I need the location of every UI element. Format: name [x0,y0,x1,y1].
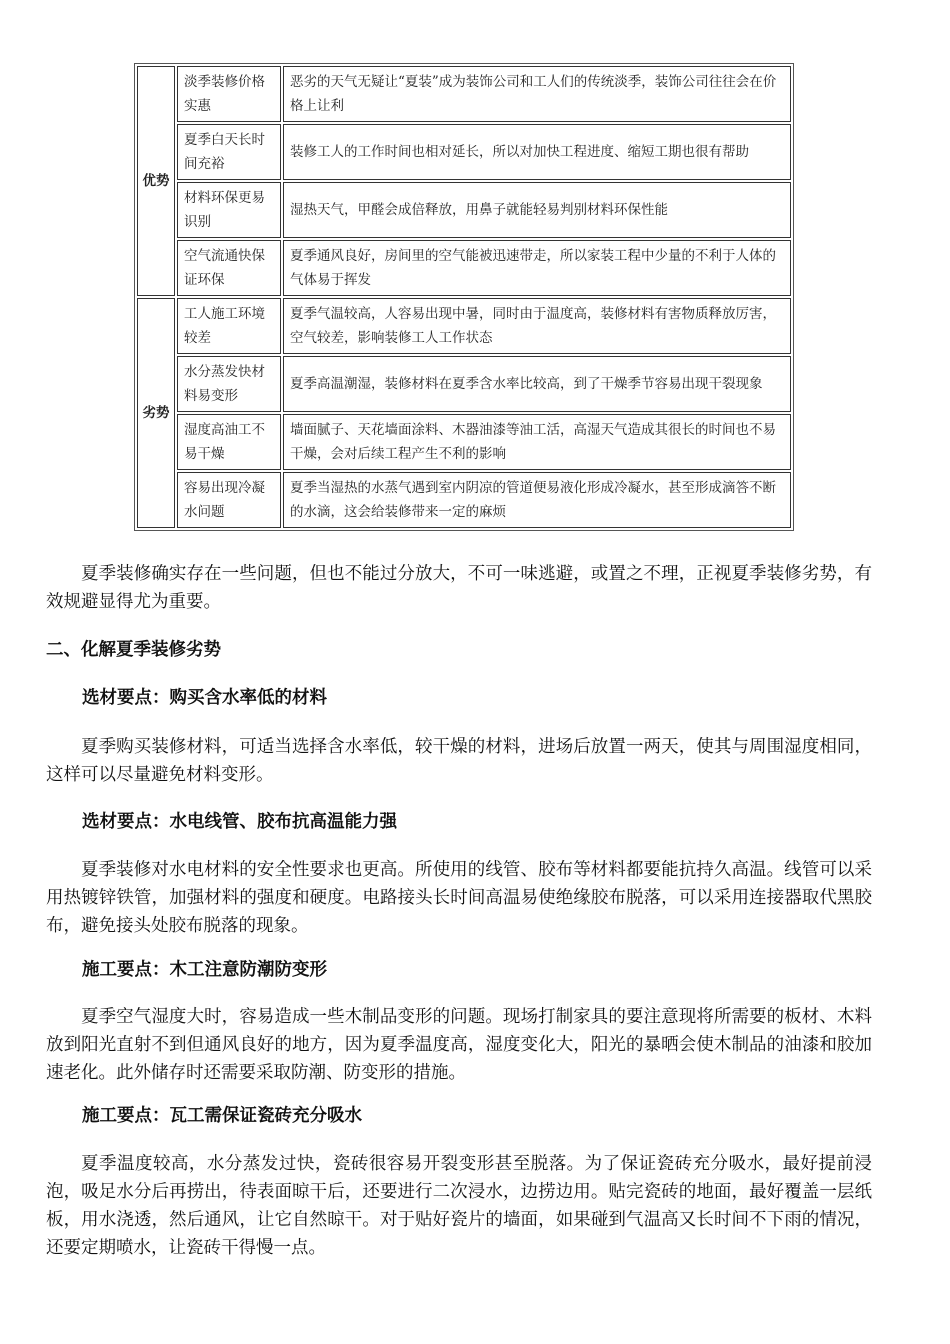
table-cell-desc: 夏季高温潮湿，装修材料在夏季含水率比较高，到了干燥季节容易出现干裂现象 [283,356,791,412]
paragraph-tiling: 夏季温度较高，水分蒸发过快，瓷砖很容易开裂变形甚至脱落。为了保证瓷砖充分吸水，最好提前浸泡，吸足水分后再捞出，待表面晾干后，还要进行二次浸水，边捞边用。贴完瓷砖的地面，最好覆盖一层纸板，用水浇透，然后通风，让它自然晾干。对于贴好瓷片的墙面，如果碰到气温高又长时间不下雨的情况，还要定期喷水，让瓷砖干得慢一点。 [46,1154,872,1258]
group-label-disadvantages: 劣势 [137,298,175,528]
table-row [137,182,791,238]
table-cell-desc: 恶劣的天气无疑让“夏装”成为装饰公司和工人们的传统淡季，装饰公司往往会在价格上让利 [283,66,791,122]
comparison-table-wrapper [134,63,794,531]
table-cell-item: 容易出现冷凝水问题 [177,472,281,528]
subheading-electrical: 选材要点：水电线管、胶布抗高温能力强 [82,812,397,832]
table-cell-item: 工人施工环境较差 [177,298,281,354]
subheading-material-moisture: 选材要点：购买含水率低的材料 [82,688,327,708]
table-cell-item: 夏季白天长时间充裕 [177,124,281,180]
paragraph-material-moisture: 夏季购买装修材料，可适当选择含水率低，较干燥的材料，进场后放置一两天，使其与周围湿度相同，这样可以尽量避免材料变形。 [46,737,872,785]
table-row [137,124,791,180]
table-row [137,414,791,470]
table-cell-desc: 夏季通风良好，房间里的空气能被迅速带走，所以家装工程中少量的不利于人体的气体易于挥发 [283,240,791,296]
group-label-advantages: 优势 [137,66,175,296]
table-row [137,472,791,528]
table-cell-item: 淡季装修价格实惠 [177,66,281,122]
subheading-tiling: 施工要点：瓦工需保证瓷砖充分吸水 [82,1106,362,1126]
table-cell-item: 空气流通快保证环保 [177,240,281,296]
table-cell-item: 湿度高油工不易干燥 [177,414,281,470]
table-cell-desc: 墙面腻子、天花墙面涂料、木器油漆等油工活，高湿天气造成其很长的时间也不易干燥，会对后续工程产生不利的影响 [283,414,791,470]
subheading-carpentry: 施工要点：木工注意防潮防变形 [82,960,327,980]
table-row [137,298,791,354]
table-cell-desc: 夏季当湿热的水蒸气遇到室内阴凉的管道便易液化形成冷凝水，甚至形成滴答不断的水滴，这会给装修带来一定的麻烦 [283,472,791,528]
table-cell-item: 水分蒸发快材料易变形 [177,356,281,412]
table-cell-desc: 装修工人的工作时间也相对延长，所以对加快工程进度、缩短工期也很有帮助 [283,124,791,180]
intro-paragraph: 夏季装修确实存在一些问题，但也不能过分放大，不可一味逃避，或置之不理，正视夏季装修劣势，有效规避显得尤为重要。 [46,564,872,612]
table-row [137,356,791,412]
paragraph-electrical: 夏季装修对水电材料的安全性要求也更高。所使用的线管、胶布等材料都要能抗持久高温。线管可以采用热镀锌铁管，加强材料的强度和硬度。电路接头长时间高温易使绝缘胶布脱落，可以采用连接器取代黑胶布，避免接头处胶布脱落的现象。 [46,860,872,936]
table-cell-desc: 夏季气温较高，人容易出现中暑，同时由于温度高，装修材料有害物质释放厉害，空气较差，影响装修工人工作状态 [283,298,791,354]
table-row [137,66,791,122]
table-cell-desc: 湿热天气，甲醛会成倍释放，用鼻子就能轻易判别材料环保性能 [283,182,791,238]
summer-renovation-comparison-table [134,63,794,531]
paragraph-carpentry: 夏季空气湿度大时，容易造成一些木制品变形的问题。现场打制家具的要注意现将所需要的板材、木料放到阳光直射不到但通风良好的地方，因为夏季温度高，湿度变化大，阳光的暴晒会使木制品的油漆和胶加速老化。此外储存时还需要采取防潮、防变形的措施。 [46,1007,872,1083]
table-cell-item: 材料环保更易识别 [177,182,281,238]
section-title: 二、化解夏季装修劣势 [46,640,221,660]
table-row [137,240,791,296]
